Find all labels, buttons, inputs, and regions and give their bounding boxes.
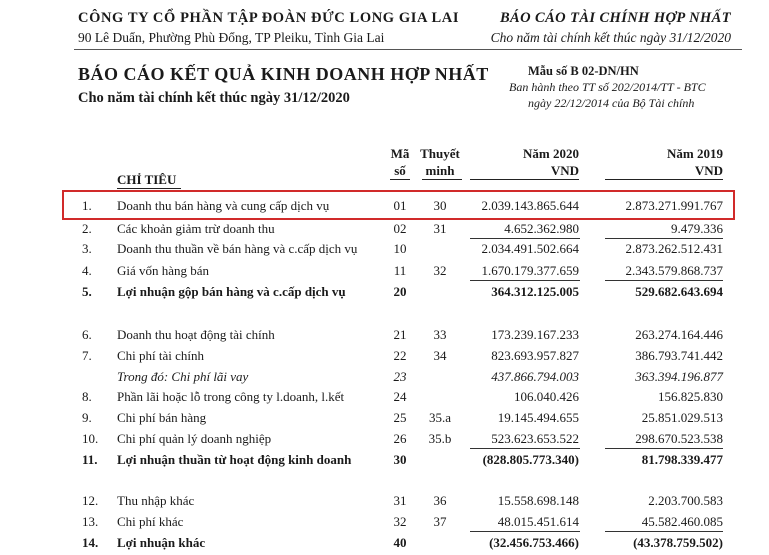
report-title: BÁO CÁO KẾT QUẢ KINH DOANH HỢP NHẤT — [78, 64, 489, 84]
row-label: Chi phí bán hàng — [117, 410, 207, 425]
report-subtitle: Cho năm tài chính kết thúc ngày 31/12/2020 — [78, 90, 350, 106]
row-value-2019: 363.394.196.877 — [635, 369, 723, 384]
subtotal-line-2020 — [470, 531, 580, 532]
row-note: 34 — [433, 348, 447, 363]
row-label: Lợi nhuận gộp bán hàng và c.cấp dịch vụ — [117, 284, 346, 299]
row-code: 32 — [393, 514, 407, 529]
row-value-2020: 106.040.426 — [514, 389, 579, 404]
company-address: 90 Lê Duẩn, Phường Phù Đổng, TP Pleiku, Tỉnh Gia Lai — [78, 30, 385, 45]
row-value-2019: 263.274.164.446 — [635, 327, 723, 342]
header-indicator: CHỈ TIÊU — [117, 172, 177, 187]
row-code: 21 — [393, 327, 407, 342]
row-value-2020: 437.866.794.003 — [491, 369, 579, 384]
table-row — [0, 409, 769, 427]
table-row — [0, 430, 769, 448]
row-value-2019: 2.873.271.991.767 — [625, 198, 723, 213]
row-note: 32 — [433, 263, 447, 278]
row-label: Doanh thu bán hàng và cung cấp dịch vụ — [117, 198, 330, 213]
row-number: 7. — [82, 348, 92, 363]
table-row — [0, 347, 769, 365]
subtotal-line-2019 — [605, 531, 723, 532]
row-code: 25 — [393, 410, 407, 425]
row-value-2019: 81.798.339.477 — [641, 452, 723, 467]
row-value-2019: 156.825.830 — [658, 389, 723, 404]
row-label: Phần lãi hoặc lỗ trong công ty l.doanh, l.kết — [117, 389, 345, 404]
row-number: 13. — [82, 514, 99, 529]
subtotal-line-2020 — [470, 238, 580, 239]
company-name: CÔNG TY CỔ PHẦN TẬP ĐOÀN ĐỨC LONG GIA LAI — [78, 10, 460, 26]
row-label: Lợi nhuận khác — [117, 535, 206, 550]
row-note: 33 — [433, 327, 447, 342]
row-code: 22 — [393, 348, 407, 363]
highlight-box — [62, 190, 735, 220]
row-value-2020: (828.805.773.340) — [482, 452, 579, 467]
header-underline-code — [390, 179, 410, 180]
subtotal-line-2019 — [605, 280, 723, 281]
table-row — [0, 220, 769, 238]
table-row — [0, 451, 769, 469]
table-row — [0, 388, 769, 406]
subtotal-line-2019 — [605, 238, 723, 239]
row-value-2019: 2.873.262.512.431 — [625, 241, 723, 256]
row-code: 10 — [393, 241, 407, 256]
table-row — [0, 283, 769, 301]
row-label: Chi phí khác — [117, 514, 184, 529]
row-note: 35.a — [428, 410, 452, 425]
row-number: 14. — [82, 535, 99, 550]
row-number: 9. — [82, 410, 92, 425]
row-number: 8. — [82, 389, 92, 404]
row-value-2019: 25.851.029.513 — [641, 410, 723, 425]
table-row — [0, 368, 769, 386]
row-number: 6. — [82, 327, 92, 342]
row-number: 5. — [82, 284, 92, 299]
table-row — [0, 262, 769, 280]
row-label: Giá vốn hàng bán — [117, 263, 210, 278]
header-year-2019: Năm 2019 — [667, 146, 723, 161]
header-code-l2: số — [394, 163, 406, 178]
row-number: 10. — [82, 431, 99, 446]
table-row — [0, 534, 769, 552]
row-code: 02 — [393, 221, 407, 236]
row-note: 35.b — [428, 431, 452, 446]
row-value-2020: 523.623.653.522 — [491, 431, 579, 446]
row-value-2020: 4.652.362.980 — [504, 221, 579, 236]
subtotal-line-2019 — [605, 448, 723, 449]
subtotal-line-2020 — [470, 280, 580, 281]
row-number: 3. — [82, 241, 92, 256]
header-note-l1: Thuyết — [420, 146, 460, 161]
row-code: 31 — [393, 493, 407, 508]
row-value-2020: 2.034.491.502.664 — [481, 241, 579, 256]
row-value-2020: 173.239.167.233 — [491, 327, 579, 342]
row-value-2019: 2.343.579.868.737 — [625, 263, 723, 278]
row-label: Thu nhập khác — [117, 493, 195, 508]
row-value-2019: 298.670.523.538 — [635, 431, 723, 446]
row-number: 4. — [82, 263, 92, 278]
circular-reference: Ban hành theo TT số 202/2014/TT - BTC — [509, 80, 706, 94]
header-underline-indicator — [117, 188, 181, 189]
row-label: Chi phí quản lý doanh nghiệp — [117, 431, 272, 446]
header-currency-2020: VND — [550, 163, 579, 178]
row-code: 20 — [393, 284, 407, 299]
row-note: 36 — [433, 493, 447, 508]
row-value-2019: 9.479.336 — [671, 221, 723, 236]
header-year-2020: Năm 2020 — [523, 146, 579, 161]
row-label: Các khoản giảm trừ doanh thu — [117, 221, 275, 236]
row-value-2020: 1.670.179.377.659 — [481, 263, 579, 278]
header-currency-2019: VND — [694, 163, 723, 178]
row-code: 11 — [393, 263, 407, 278]
row-note: 30 — [433, 198, 447, 213]
row-label: Lợi nhuận thuần từ hoạt động kinh doanh — [117, 452, 352, 467]
row-code: 26 — [393, 431, 407, 446]
report-type: BÁO CÁO TÀI CHÍNH HỢP NHẤT — [499, 10, 731, 26]
circular-date: ngày 22/12/2014 của Bộ Tài chính — [528, 96, 695, 110]
header-code-l1: Mã — [390, 146, 410, 161]
header-underline-2020 — [470, 179, 579, 180]
row-code: 01 — [393, 198, 407, 213]
row-value-2020: 48.015.451.614 — [497, 514, 579, 529]
header-underline-note — [422, 179, 462, 180]
row-value-2020: (32.456.753.466) — [489, 535, 579, 550]
row-code: 24 — [393, 389, 407, 404]
header-divider — [74, 49, 742, 50]
row-label: Doanh thu thuần về bán hàng và c.cấp dịch vụ — [117, 241, 358, 256]
row-value-2020: 19.145.494.655 — [497, 410, 579, 425]
row-number: 11. — [82, 452, 98, 467]
report-period: Cho năm tài chính kết thúc ngày 31/12/2020 — [490, 30, 731, 45]
row-value-2020: 2.039.143.865.644 — [481, 198, 579, 213]
row-code: 23 — [393, 369, 407, 384]
row-value-2019: (43.378.759.502) — [633, 535, 723, 550]
row-value-2019: 45.582.460.085 — [641, 514, 723, 529]
row-note: 37 — [433, 514, 447, 529]
table-row — [0, 492, 769, 510]
row-label: Trong đó: Chi phí lãi vay — [117, 369, 249, 384]
row-note: 31 — [433, 221, 447, 236]
subtotal-line-2020 — [470, 448, 580, 449]
row-value-2020: 15.558.698.148 — [497, 493, 579, 508]
row-value-2019: 386.793.741.442 — [635, 348, 723, 363]
row-value-2019: 2.203.700.583 — [648, 493, 723, 508]
table-row — [0, 513, 769, 531]
row-value-2020: 823.693.957.827 — [491, 348, 579, 363]
row-label: Doanh thu hoạt động tài chính — [117, 327, 275, 342]
row-code: 30 — [393, 452, 407, 467]
row-label: Chi phí tài chính — [117, 348, 205, 363]
row-number: 2. — [82, 221, 92, 236]
row-number: 1. — [82, 198, 92, 213]
header-note-l2: minh — [425, 163, 455, 178]
row-value-2019: 529.682.643.694 — [635, 284, 723, 299]
row-code: 40 — [393, 535, 407, 550]
table-row — [0, 326, 769, 344]
row-number: 12. — [82, 493, 99, 508]
table-row — [0, 240, 769, 258]
header-underline-2019 — [605, 179, 723, 180]
row-value-2020: 364.312.125.005 — [491, 284, 579, 299]
form-number: Mẫu số B 02-DN/HN — [528, 64, 639, 78]
